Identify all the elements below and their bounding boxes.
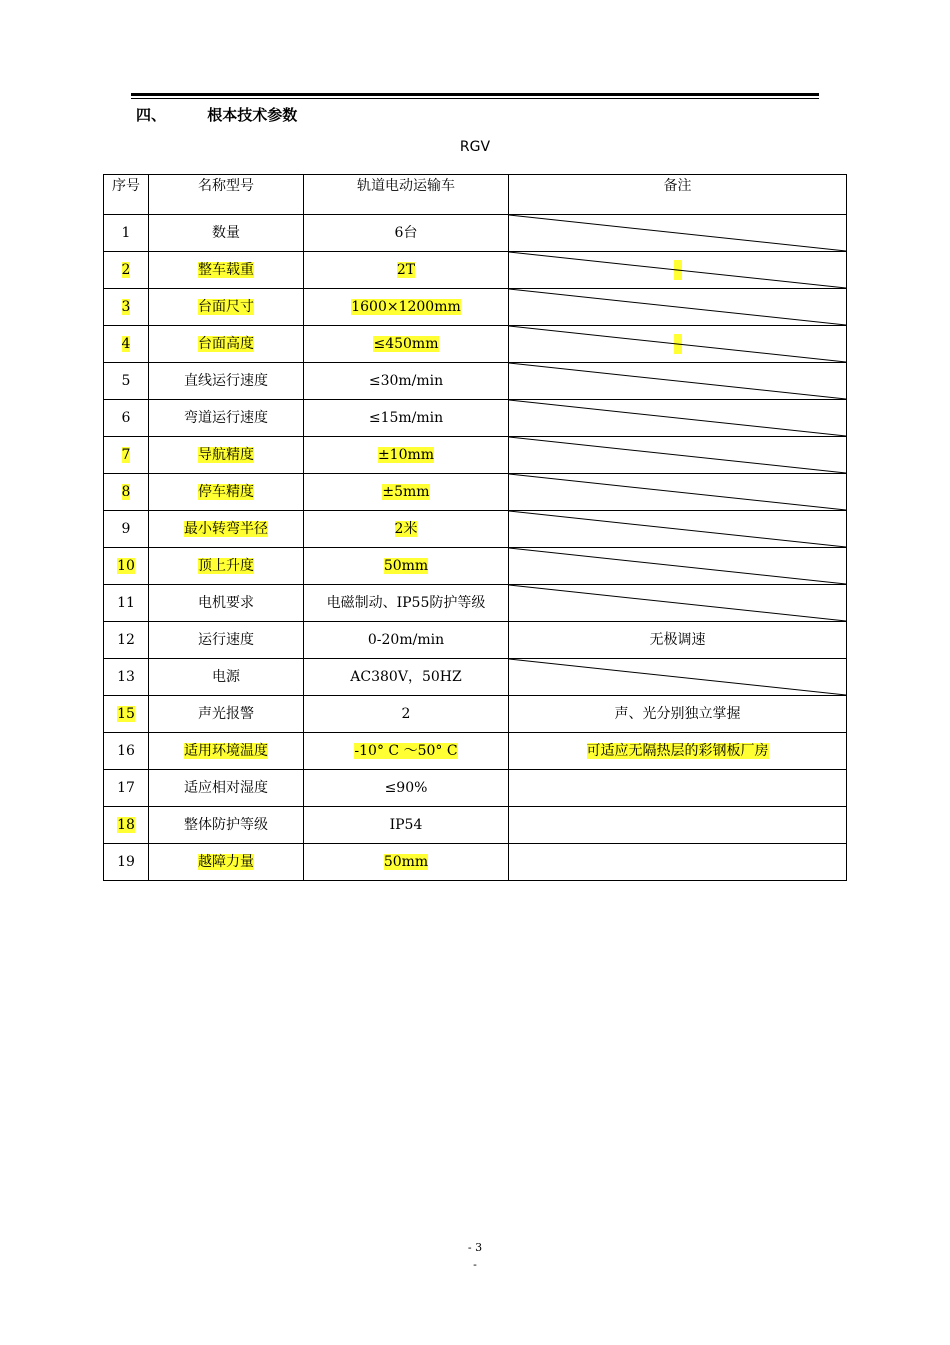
- row-name-cell: [149, 622, 304, 659]
- diagonal-strike: [509, 474, 846, 510]
- table-row: [104, 215, 847, 252]
- table-row: [104, 844, 847, 881]
- row-note-cell: [509, 696, 847, 733]
- row-number-text: 3: [121, 298, 131, 315]
- row-note-cell: [509, 585, 847, 622]
- header-rule-thin: [131, 98, 819, 99]
- table-row: [104, 770, 847, 807]
- row-number-cell: [104, 511, 149, 548]
- table-header-row: [104, 175, 847, 215]
- row-value-text: 2T: [396, 261, 416, 278]
- row-name-cell: [149, 733, 304, 770]
- diagonal-strike: [509, 585, 846, 621]
- row-name-cell: [149, 326, 304, 363]
- row-number-text: 8: [121, 483, 131, 500]
- row-name-text: 弯道运行速度: [184, 409, 268, 426]
- diagonal-line: [509, 474, 846, 510]
- section-title: 根本技术参数: [207, 106, 298, 124]
- page-footer: [0, 1239, 950, 1273]
- table-row: [104, 622, 847, 659]
- row-name-text: 整体防护等级: [184, 816, 268, 833]
- row-value-cell: [304, 622, 509, 659]
- highlight-mark: [674, 334, 682, 354]
- row-number-text: 10: [117, 557, 135, 574]
- row-note-cell: [509, 474, 847, 511]
- row-name-text: 台面尺寸: [198, 298, 254, 315]
- diagonal-strike: [509, 400, 846, 436]
- row-name-text: 台面高度: [198, 335, 254, 352]
- row-number-cell: [104, 659, 149, 696]
- row-number-cell: [104, 770, 149, 807]
- row-number-text: 7: [121, 446, 131, 463]
- table-row: [104, 807, 847, 844]
- row-value-cell: [304, 215, 509, 252]
- row-number-cell: [104, 252, 149, 289]
- row-value-text: 2米: [394, 520, 418, 537]
- row-number-cell: [104, 363, 149, 400]
- row-note-cell: [509, 807, 847, 844]
- diagonal-line: [509, 659, 846, 695]
- diagonal-strike: [509, 289, 846, 325]
- row-number-cell: [104, 844, 149, 881]
- row-name-text: 直线运行速度: [184, 372, 268, 389]
- row-value-cell: [304, 844, 509, 881]
- table-row: [104, 326, 847, 363]
- row-name-cell: [149, 511, 304, 548]
- row-number-text: 2: [121, 261, 131, 278]
- row-value-cell: [304, 400, 509, 437]
- diagonal-line: [509, 215, 846, 251]
- page-number: - 3: [467, 1241, 483, 1254]
- table-row: [104, 474, 847, 511]
- row-number-text: 6: [121, 409, 131, 426]
- row-value-text: 50mm: [383, 853, 429, 870]
- row-note-cell: [509, 400, 847, 437]
- row-note-cell: [509, 770, 847, 807]
- spec-table: [103, 174, 847, 881]
- row-name-cell: [149, 363, 304, 400]
- row-value-text: ≤30m/min: [368, 372, 444, 389]
- row-note-cell: [509, 289, 847, 326]
- row-value-text: 6台: [394, 224, 418, 241]
- row-number-cell: [104, 733, 149, 770]
- header-cell-note: 备注: [509, 175, 847, 215]
- row-value-cell: [304, 807, 509, 844]
- diagonal-line: [509, 585, 846, 621]
- row-name-text: 电机要求: [198, 594, 254, 611]
- row-note-cell: [509, 733, 847, 770]
- row-value-cell: [304, 326, 509, 363]
- row-value-cell: [304, 363, 509, 400]
- row-name-cell: [149, 844, 304, 881]
- diagonal-line: [509, 289, 846, 325]
- diagonal-line: [509, 400, 846, 436]
- row-value-text: 50mm: [383, 557, 429, 574]
- row-value-cell: [304, 696, 509, 733]
- row-name-text: 运行速度: [198, 631, 254, 648]
- row-number-text: 1: [121, 224, 131, 241]
- row-note-text: 无极调速: [649, 631, 706, 648]
- row-number-text: 15: [117, 705, 135, 722]
- row-name-cell: [149, 289, 304, 326]
- row-number-text: 13: [117, 668, 135, 685]
- row-value-text: 2: [401, 705, 411, 722]
- row-name-text: 导航精度: [198, 446, 254, 463]
- row-value-cell: [304, 289, 509, 326]
- row-number-cell: [104, 326, 149, 363]
- row-note-cell: [509, 622, 847, 659]
- row-number-cell: [104, 696, 149, 733]
- row-value-text: ≤90%: [384, 779, 428, 796]
- row-note-cell: [509, 511, 847, 548]
- row-note-cell: [509, 363, 847, 400]
- table-row: [104, 659, 847, 696]
- row-note-cell: [509, 252, 847, 289]
- row-value-cell: [304, 770, 509, 807]
- row-number-cell: [104, 585, 149, 622]
- row-number-cell: [104, 548, 149, 585]
- row-value-text: AC380V，50HZ: [350, 668, 462, 685]
- row-note-text: 声、光分别独立掌握: [614, 705, 741, 722]
- row-number-cell: [104, 289, 149, 326]
- row-name-text: 电源: [212, 668, 240, 685]
- row-value-cell: [304, 511, 509, 548]
- row-name-cell: [149, 400, 304, 437]
- diagonal-line: [509, 363, 846, 399]
- row-value-cell: [304, 437, 509, 474]
- row-number-cell: [104, 437, 149, 474]
- row-number-cell: [104, 807, 149, 844]
- row-number-text: 11: [117, 594, 135, 611]
- row-value-cell: [304, 474, 509, 511]
- row-number-text: 19: [117, 853, 135, 870]
- row-note-cell: [509, 326, 847, 363]
- header-cell-value: 轨道电动运输车: [304, 175, 509, 215]
- footer-dash: -: [473, 1258, 477, 1271]
- row-name-cell: [149, 474, 304, 511]
- diagonal-strike: [509, 511, 846, 547]
- row-number-cell: [104, 622, 149, 659]
- row-name-cell: [149, 696, 304, 733]
- diagonal-strike: [509, 437, 846, 473]
- row-number-text: 16: [117, 742, 135, 759]
- row-value-cell: [304, 548, 509, 585]
- row-value-text: ±5mm: [382, 483, 430, 500]
- row-number-cell: [104, 215, 149, 252]
- row-number-text: 17: [117, 779, 135, 796]
- row-name-text: 声光报警: [198, 705, 254, 722]
- table-row: [104, 363, 847, 400]
- row-value-text: ≤15m/min: [368, 409, 444, 426]
- table-row: [104, 733, 847, 770]
- row-number-text: 9: [121, 520, 131, 537]
- row-value-text: IP54: [389, 816, 423, 833]
- section-heading: [136, 104, 297, 125]
- row-name-text: 顶上升度: [198, 557, 254, 574]
- row-value-text: 电磁制动、IP55防护等级: [326, 594, 486, 611]
- row-note-cell: [509, 215, 847, 252]
- diagonal-line: [509, 437, 846, 473]
- row-value-cell: [304, 733, 509, 770]
- section-number: 四、: [136, 106, 167, 124]
- row-note-cell: [509, 437, 847, 474]
- row-note-cell: [509, 844, 847, 881]
- row-note-text: 可适应无隔热层的彩钢板厂房: [586, 742, 769, 759]
- row-number-cell: [104, 474, 149, 511]
- table-row: [104, 696, 847, 733]
- diagonal-strike: [509, 215, 846, 251]
- diagonal-strike: [509, 659, 846, 695]
- table-row: [104, 548, 847, 585]
- row-value-cell: [304, 585, 509, 622]
- row-number-text: 12: [117, 631, 135, 648]
- row-name-text: 整车载重: [198, 261, 254, 278]
- header-rule-thick: [131, 93, 819, 96]
- table-row: [104, 252, 847, 289]
- row-name-cell: [149, 437, 304, 474]
- row-name-cell: [149, 807, 304, 844]
- row-number-text: 4: [121, 335, 131, 352]
- table-row: [104, 289, 847, 326]
- row-name-cell: [149, 215, 304, 252]
- table-row: [104, 585, 847, 622]
- row-value-cell: [304, 252, 509, 289]
- row-name-cell: [149, 252, 304, 289]
- row-name-cell: [149, 659, 304, 696]
- row-name-cell: [149, 585, 304, 622]
- highlight-mark: [674, 260, 682, 280]
- header-cell-name: 名称型号: [149, 175, 304, 215]
- row-name-cell: [149, 770, 304, 807]
- table-row: [104, 511, 847, 548]
- row-number-text: 5: [121, 372, 131, 389]
- diagonal-line: [509, 511, 846, 547]
- row-value-text: ±10mm: [377, 446, 435, 463]
- row-name-text: 适应相对湿度: [184, 779, 268, 796]
- diagonal-line: [509, 548, 846, 584]
- table-subtitle: RGV: [459, 139, 491, 155]
- row-note-cell: [509, 659, 847, 696]
- row-name-text: 停车精度: [198, 483, 254, 500]
- table-row: [104, 400, 847, 437]
- row-value-text: -10° C ～50° C: [354, 742, 458, 759]
- row-name-text: 适用环境温度: [184, 742, 268, 759]
- row-value-text: 1600×1200mm: [351, 298, 461, 315]
- row-name-text: 最小转弯半径: [184, 520, 268, 537]
- row-name-text: 越障力量: [198, 853, 254, 870]
- header-cell-no: 序号: [104, 175, 149, 215]
- row-name-cell: [149, 548, 304, 585]
- table-row: [104, 437, 847, 474]
- row-value-cell: [304, 659, 509, 696]
- row-note-cell: [509, 548, 847, 585]
- row-number-text: 18: [117, 816, 135, 833]
- row-name-text: 数量: [212, 224, 240, 241]
- row-value-text: ≤450mm: [373, 335, 439, 352]
- diagonal-strike: [509, 363, 846, 399]
- row-number-cell: [104, 400, 149, 437]
- diagonal-strike: [509, 548, 846, 584]
- row-value-text: 0-20m/min: [367, 631, 445, 648]
